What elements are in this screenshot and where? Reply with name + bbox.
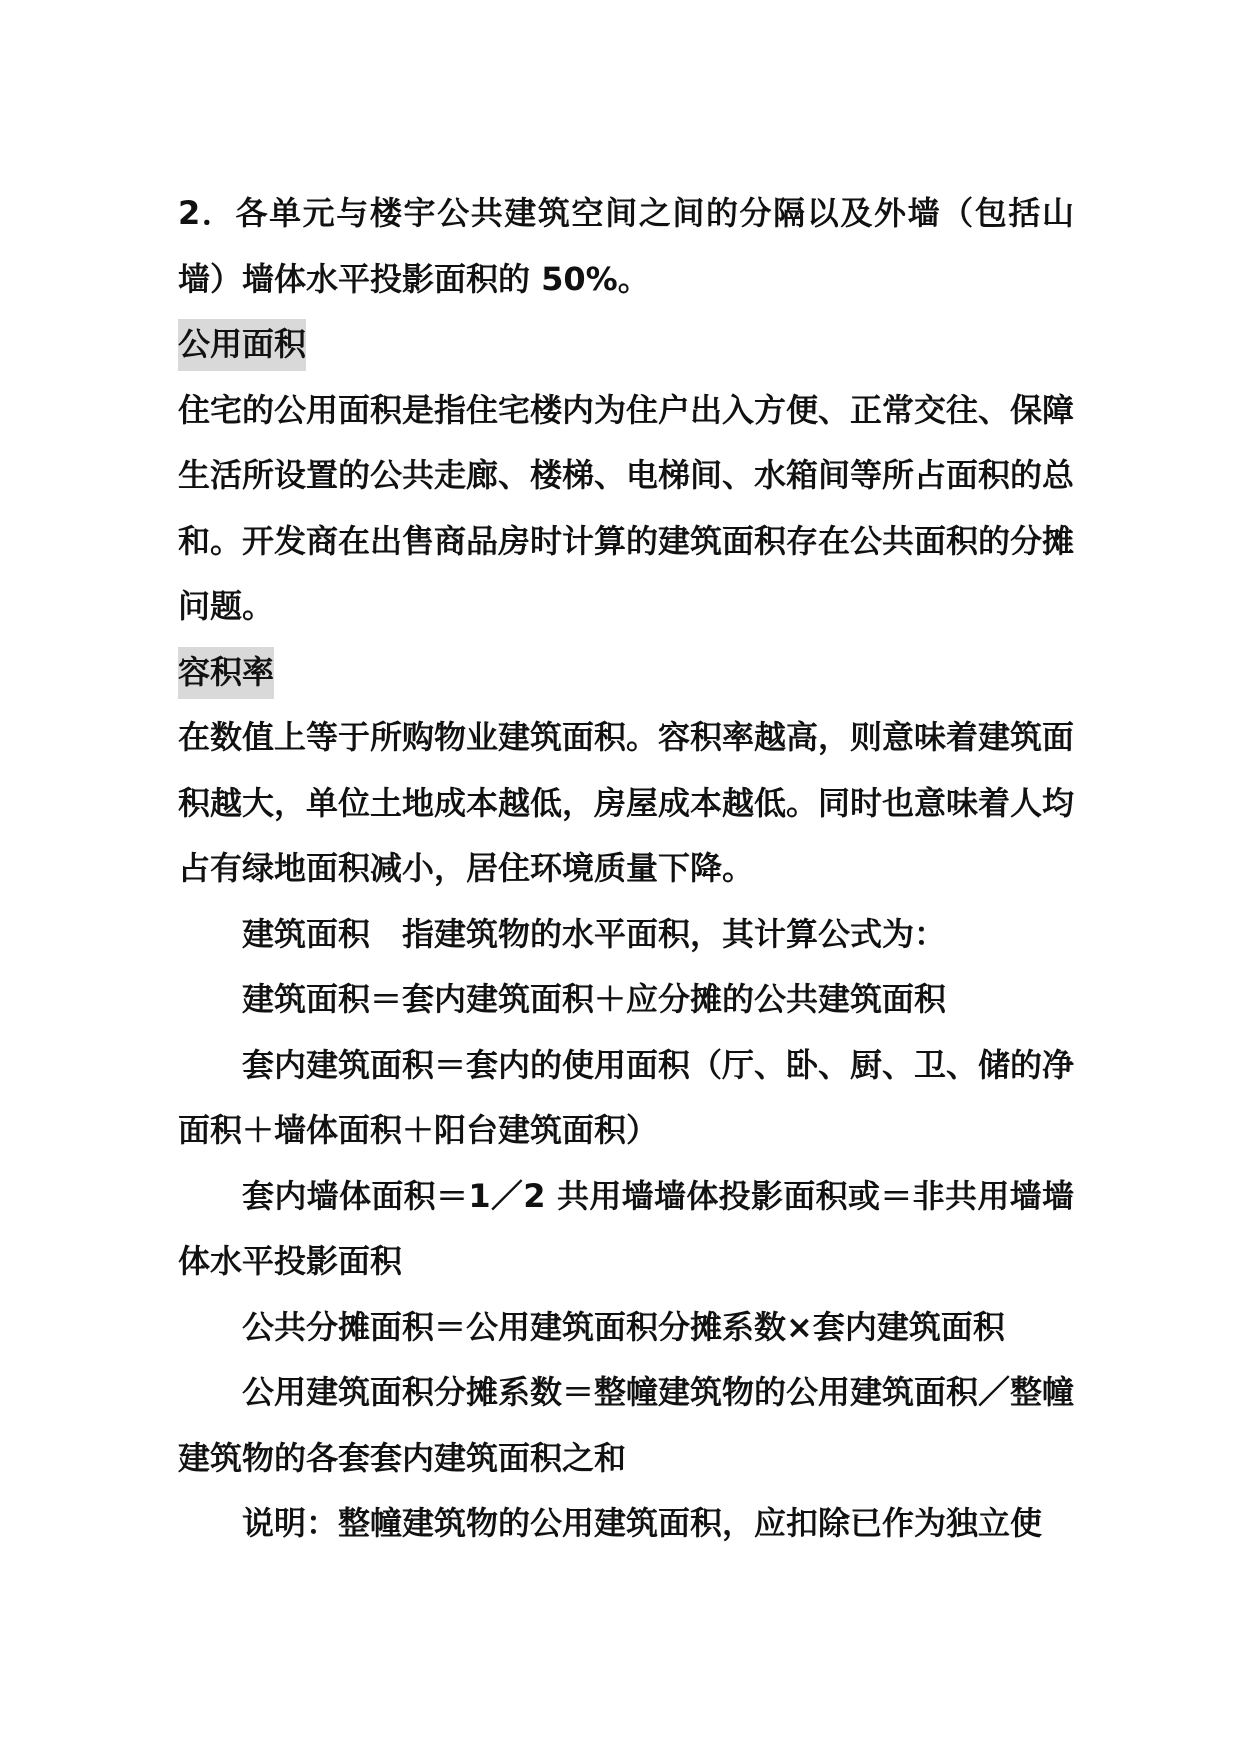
paragraph-public-area: 住宅的公用面积是指住宅楼内为住户出入方便、正常交往、保障生活所设置的公共走廊、楼梯、电梯间、水箱间等所占面积的总和。开发商在出售商品房时计算的建筑面积存在公共面积的分摊问题。 bbox=[178, 390, 1075, 625]
heading-public-area bbox=[178, 312, 1074, 378]
formula-suite-building-area: 套内建筑面积＝套内的使用面积（厅、卧、厨、卫、储的净面积＋墙体面积＋阳台建筑面积） bbox=[178, 1045, 1075, 1149]
paragraph-building-area-definition: 建筑面积 指建筑物的水平面积，其计算公式为： bbox=[242, 914, 947, 953]
document-page bbox=[178, 181, 1074, 1557]
formula-apportion-coefficient: 公用建筑面积分摊系数＝整幢建筑物的公用建筑面积／整幢建筑物的各套套内建筑面积之和 bbox=[178, 1373, 1075, 1477]
paragraph-wall-area: 2．各单元与楼宇公共建筑空间之间的分隔以及外墙（包括山墙）墙体水平投影面积的 50%。 bbox=[178, 194, 1074, 298]
heading-plot-ratio bbox=[178, 640, 1074, 706]
heading-public-area-label: 公用面积 bbox=[178, 319, 306, 371]
formula-suite-wall-area: 套内墙体面积＝1／2 共用墙墙体投影面积或＝非共用墙墙体水平投影面积 bbox=[178, 1176, 1074, 1280]
heading-plot-ratio-label: 容积率 bbox=[178, 647, 274, 699]
formula-shared-apportioned-area: 公共分摊面积＝公用建筑面积分摊系数×套内建筑面积 bbox=[242, 1307, 1005, 1346]
paragraph-plot-ratio: 在数值上等于所购物业建筑面积。容积率越高，则意味着建筑面积越大，单位土地成本越低，房屋成本越低。同时也意味着人均占有绿地面积减小，居住环境质量下降。 bbox=[178, 718, 1075, 887]
formula-building-area: 建筑面积＝套内建筑面积＋应分摊的公共建筑面积 bbox=[242, 980, 947, 1018]
paragraph-note: 说明：整幢建筑物的公用建筑面积，应扣除已作为独立使 bbox=[242, 1504, 1043, 1542]
